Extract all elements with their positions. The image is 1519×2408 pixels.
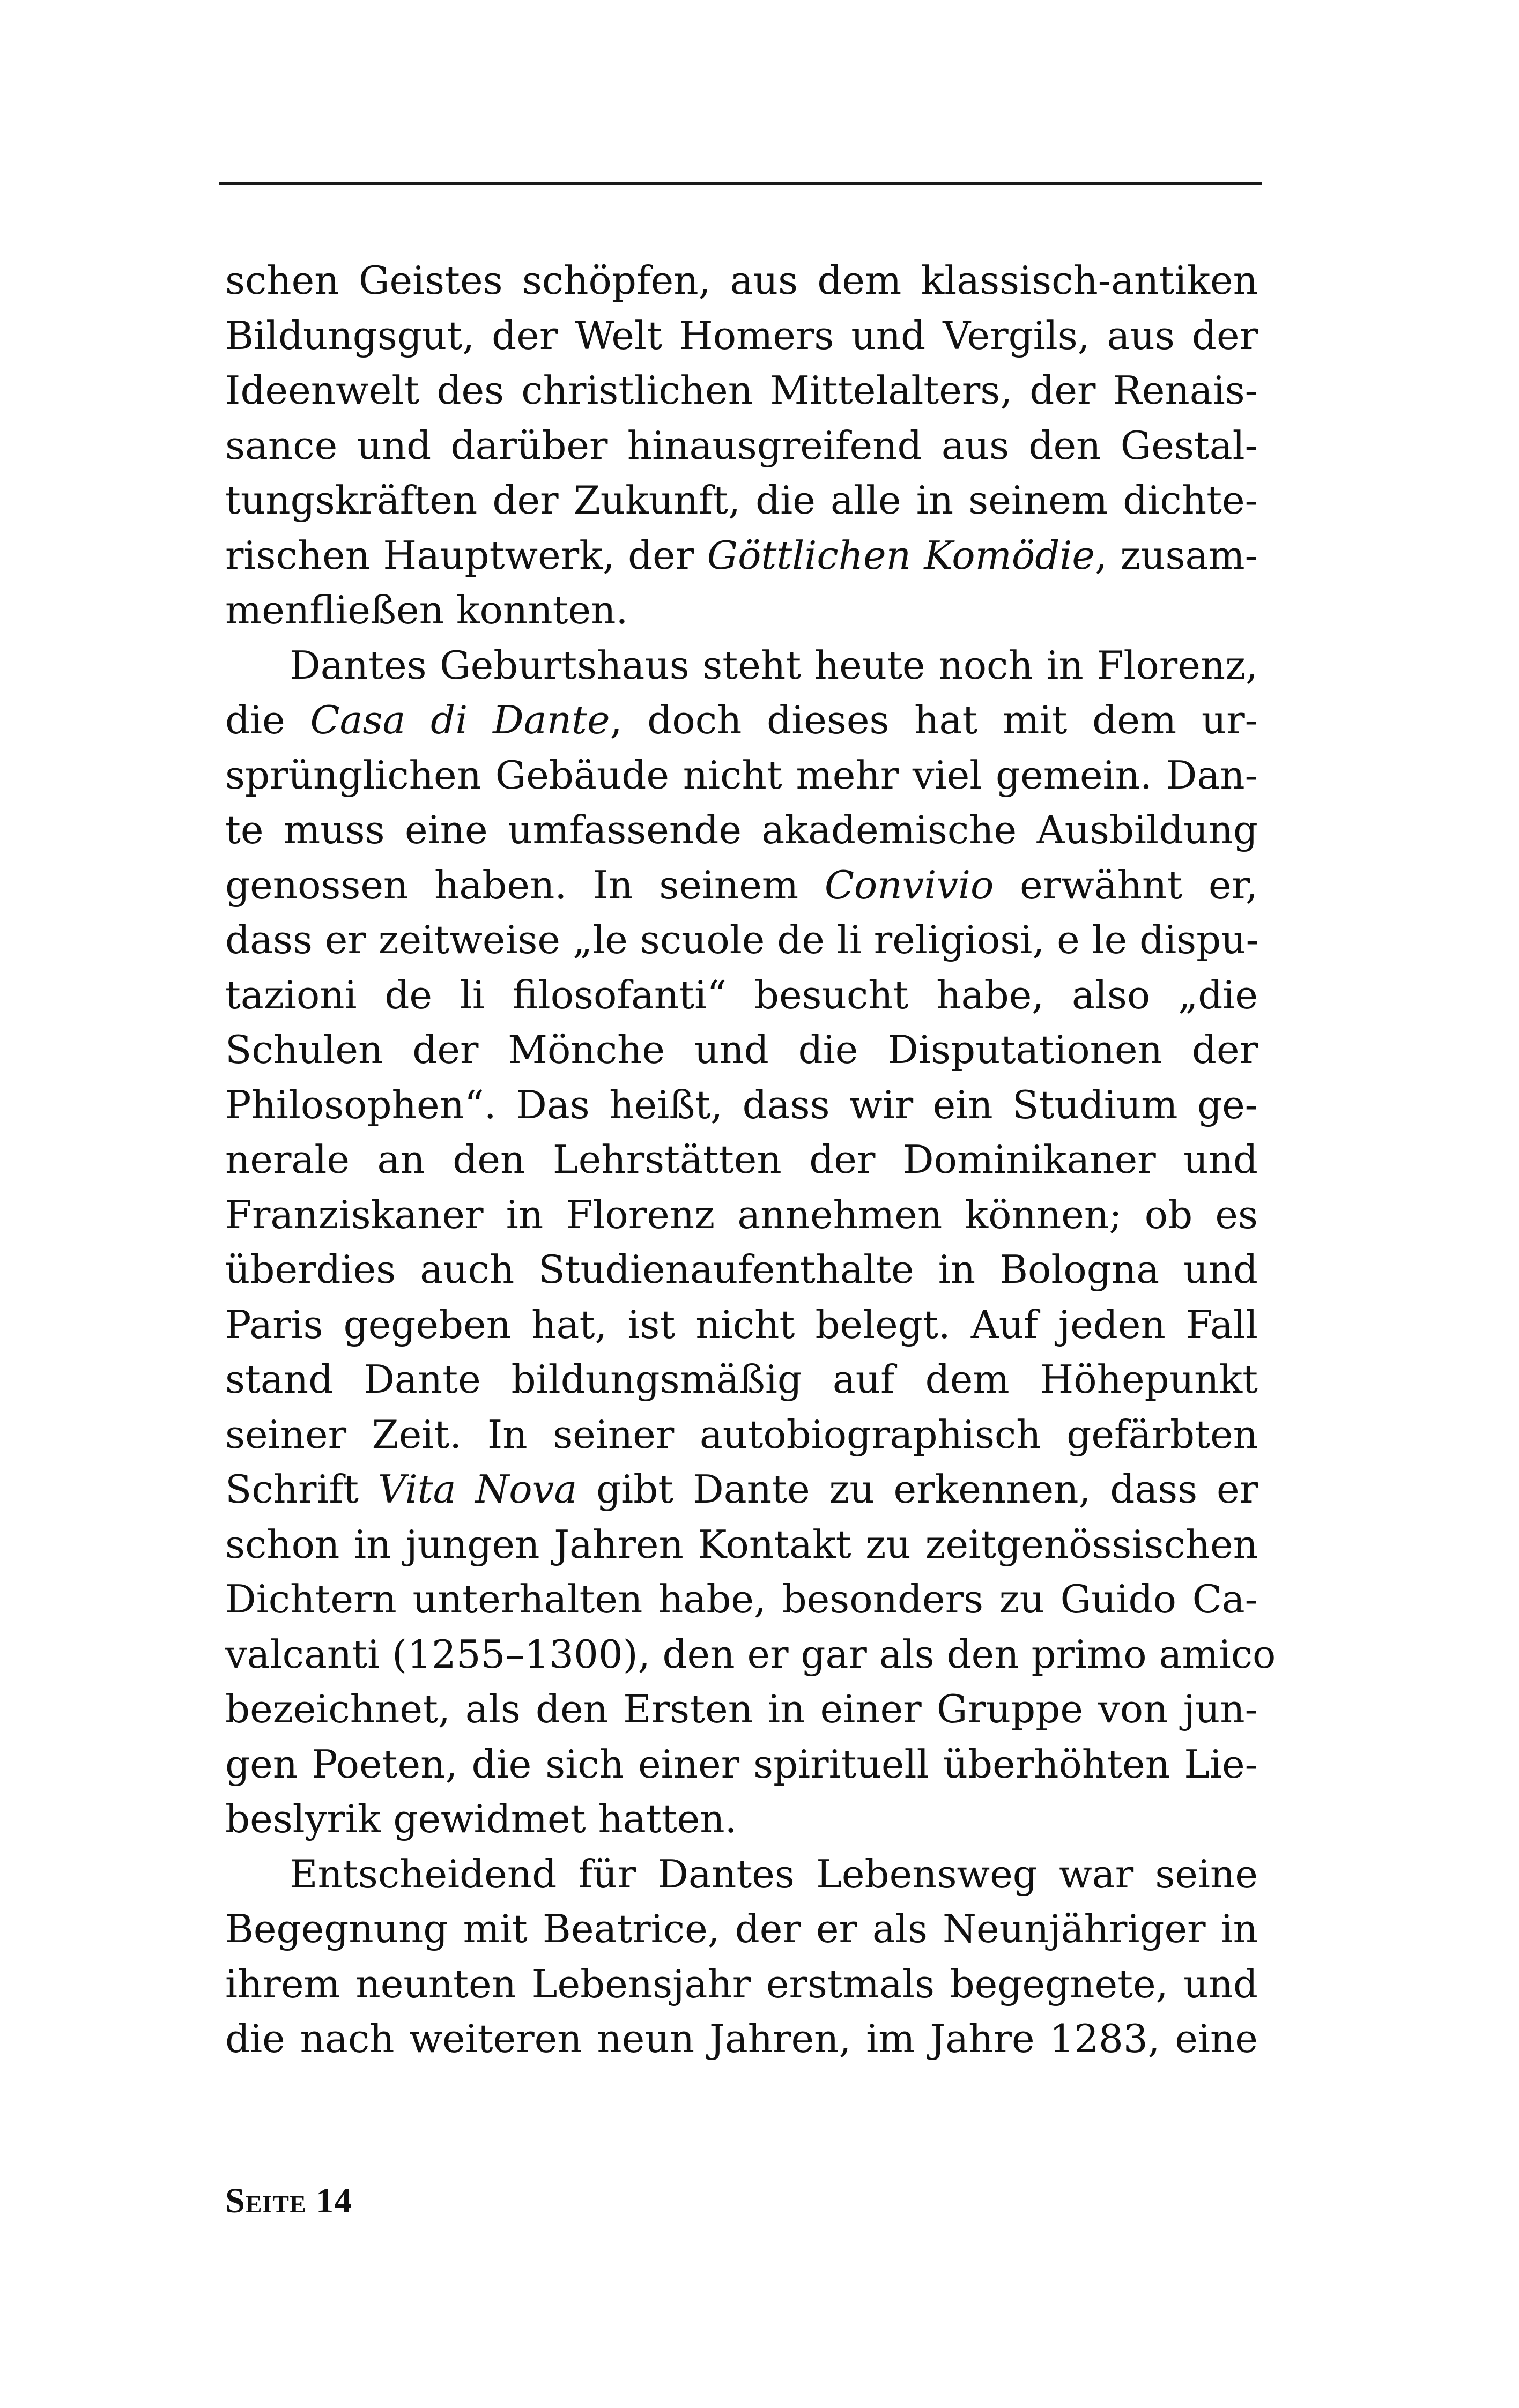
- text-line: Bildungsgut, der Welt Homers und Vergils, aus der: [225, 313, 1258, 358]
- text-line: valcanti (1255–1300), den er gar als den primo amico: [225, 1631, 1276, 1677]
- text-line: dass er zeitweise „le scuole de li religiosi, e le dispu-: [225, 917, 1259, 962]
- place-name: Casa di Dante: [310, 697, 610, 742]
- text-line: überdies auch Studienaufenthalte in Bologna und: [225, 1247, 1258, 1292]
- text-line: stand Dante bildungsmäßig auf dem Höhepunkt: [225, 1357, 1258, 1402]
- text-line: Franziskaner in Florenz annehmen können; ob es: [225, 1192, 1258, 1237]
- text-line: die nach weiteren neun Jahren, im Jahre 1283, eine: [225, 2016, 1258, 2061]
- work-title: Göttlichen Komödie: [707, 532, 1095, 578]
- text-line: Paris gegeben hat, ist nicht belegt. Auf jeden Fall: [225, 1302, 1258, 1347]
- text-line: sance und darüber hinausgreifend aus den Gestal-: [225, 422, 1258, 468]
- page-number: Seite 14: [225, 2181, 353, 2220]
- text-line: menfließen konnten.: [225, 588, 628, 633]
- text-line: genossen haben. In seinem Convivio erwähnt er,: [225, 862, 1258, 908]
- text-line: tungskräften der Zukunft, die alle in seinem dichte-: [225, 478, 1258, 523]
- text-line: die Casa di Dante, doch dieses hat mit dem ur-: [225, 697, 1258, 742]
- work-title: Vita Nova: [377, 1467, 577, 1512]
- text-line: seiner Zeit. In seiner autobiographisch gefärbten: [225, 1411, 1258, 1457]
- text-line: schon in jungen Jahren Kontakt zu zeitgenössischen: [225, 1521, 1258, 1567]
- body-text: [225, 253, 1276, 2067]
- text-line: gen Poeten, die sich einer spirituell überhöhten Lie-: [225, 1741, 1258, 1787]
- text-line: Dichtern unterhalten habe, besonders zu Guido Ca-: [225, 1577, 1258, 1622]
- text-line: Ideenwelt des christlichen Mittelalters, der Renais-: [225, 368, 1258, 413]
- text-line: ihrem neunten Lebensjahr erstmals begegnete, und: [225, 1961, 1258, 2006]
- text-line: nerale an den Lehrstätten der Dominikaner und: [225, 1137, 1258, 1182]
- header-rule: [219, 182, 1262, 185]
- text-line: Dantes Geburtshaus steht heute noch in Florenz,: [290, 642, 1258, 688]
- text-line: rischen Hauptwerk, der Göttlichen Komödie, zusam-: [225, 532, 1258, 578]
- text-line: te muss eine umfassende akademische Ausbildung: [225, 807, 1258, 852]
- text-line: schen Geistes schöpfen, aus dem klassisch-antiken: [225, 258, 1258, 303]
- text-line: sprünglichen Gebäude nicht mehr viel gemein. Dan-: [225, 752, 1258, 798]
- work-title: Convivio: [824, 862, 994, 908]
- text-line: Schrift Vita Nova gibt Dante zu erkennen, dass er: [225, 1467, 1258, 1512]
- text-line: bezeichnet, als den Ersten in einer Gruppe von jun-: [225, 1686, 1258, 1731]
- text-line: tazioni de li filosofanti“ besucht habe, also „die: [225, 972, 1258, 1017]
- text-line: Entscheidend für Dantes Lebensweg war seine: [290, 1851, 1258, 1897]
- text-line: Schulen der Mönche und die Disputationen der: [225, 1027, 1258, 1072]
- text-line: beslyrik gewidmet hatten.: [225, 1796, 737, 1841]
- text-line: Begegnung mit Beatrice, der er als Neunjähriger in: [225, 1906, 1258, 1951]
- text-line: Philosophen“. Das heißt, dass wir ein Studium ge-: [225, 1082, 1258, 1127]
